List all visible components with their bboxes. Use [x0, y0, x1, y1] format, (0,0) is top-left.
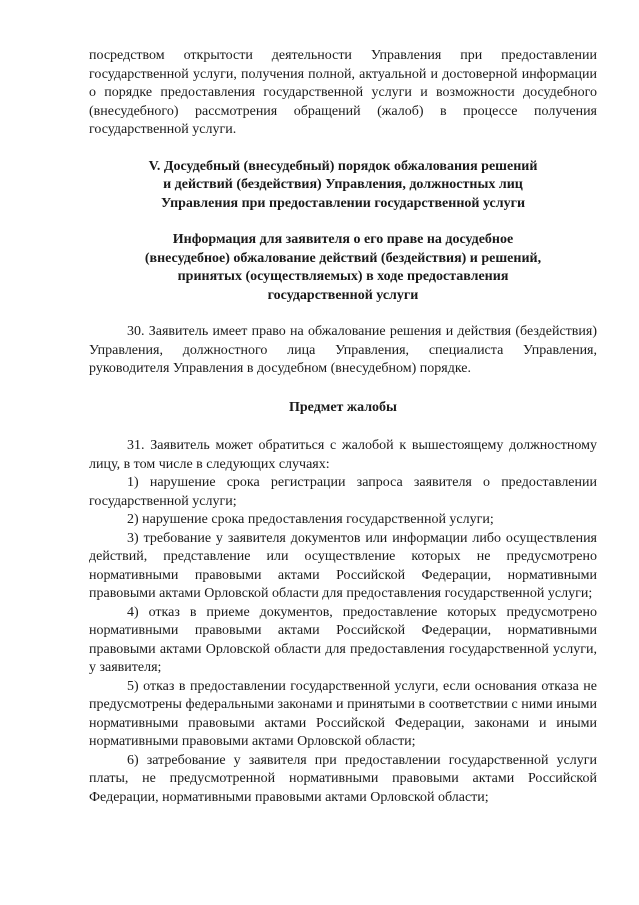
list-item: 1) нарушение срока регистрации запроса заявителя о предоставлении государственной услуги;: [89, 475, 597, 509]
paragraph-31: 31. Заявитель может обратиться с жалобой к вышестоящему должностному лицу, в том числе в следующих случаях:: [89, 438, 597, 472]
subsection-title-line: Информация для заявителя о его праве на досудебное: [172, 232, 514, 247]
spacer: [89, 417, 597, 437]
intro-paragraph: посредством открытости деятельности Управления при предоставлении государственной услуги, получения полной, актуальной и достоверной информации о порядке предоставления государственной услуги и возможности досудебного (внесудебного) рассмотрения обращений (жалоб) в процессе получения государственной услуги.: [89, 48, 597, 137]
spacer: [89, 213, 597, 231]
spacer: [89, 305, 597, 323]
subsection-title-line: (внесудебное) обжалование действий (бездействия) и решений,: [144, 250, 542, 266]
subsection-title: [89, 231, 597, 305]
section-title-line: и действий (бездействия) Управления, должностных лиц: [163, 177, 523, 192]
subsection-title-line: государственной услуги: [267, 287, 419, 303]
paragraph-30: 30. Заявитель имеет право на обжалование решения и действия (бездействия) Управления, должностного лица Управления, специалиста Управления, руководителя Управления в досудебном (внесудебном) порядке.: [89, 324, 597, 376]
section-title-line: Управления при предоставлении государственной услуги: [160, 195, 526, 211]
section-title-line: V. Досудебный (внесудебный) порядок обжалования решений: [148, 158, 538, 174]
document-page: [89, 47, 597, 807]
list-item: 4) отказ в приеме документов, предоставление которых предусмотрено нормативными правовыми актами Российской Федерации, нормативными правовыми актами Орловской области для предоставления государственной услуги, у заявителя;: [89, 604, 597, 675]
list-item: 5) отказ в предоставлении государственной услуги, если основания отказа не предусмотрены федеральными законами и принятыми в соответствии с ними иными нормативными правовыми актами Российской Федерации, законами и иными нормативными правовыми актами Орловской области;: [89, 678, 597, 749]
list-item: 3) требование у заявителя документов или информации либо осуществления действий, представление или осуществление которых не предусмотрено нормативными правовыми актами Российской Федерации, нормативными правовыми актами Орловской области для предоставления государственной услуги;: [89, 530, 597, 601]
spacer: [89, 140, 597, 158]
spacer: [89, 379, 597, 399]
section-title: [89, 158, 597, 214]
subsection-title-line: принятых (осуществляемых) в ходе предоставления: [177, 269, 509, 284]
list-item: 6) затребование у заявителя при предоставлении государственной услуги платы, не предусмотренной нормативными правовыми актами Российской Федерации, нормативными правовыми актами Орловской области;: [89, 752, 597, 805]
list-item: 2) нарушение срока предоставления государственной услуги;: [127, 512, 494, 527]
complaint-subject-title: Предмет жалобы: [289, 399, 397, 415]
